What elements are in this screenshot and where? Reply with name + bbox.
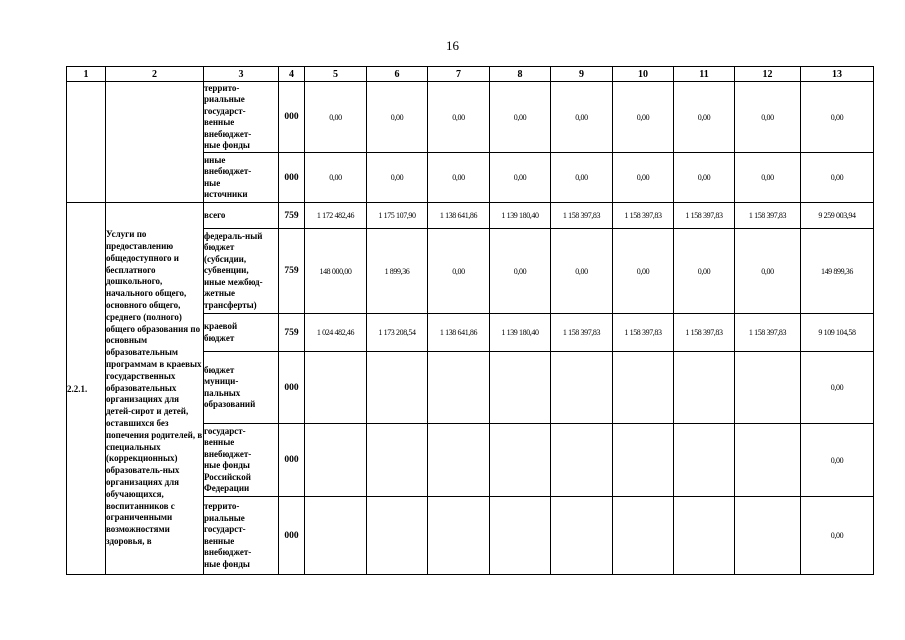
amount-cell: 1 173 208,54 — [367, 314, 428, 352]
amount-cell — [735, 497, 801, 575]
amount-cell: 0,00 — [735, 82, 801, 153]
measure-name: Услуги по предоставлению общедоступного и бесплатного дошкольного, начального общего, основного общего, среднего (полного) общего образования по основным образовательным программам в краевых государственных образовательных организациях для детей-сирот и детей, оставшихся без попечения родителей, в специальных (коррекционных) образователь-ных организациях для обучающихся, воспитанников с ограниченными возможностями здоровья, в — [106, 203, 204, 575]
amount-cell: 0,00 — [490, 153, 551, 203]
budget-code: 759 — [279, 314, 305, 352]
amount-cell — [428, 497, 490, 575]
amount-cell — [367, 352, 428, 424]
column-number: 3 — [204, 67, 279, 82]
amount-cell: 0,00 — [428, 82, 490, 153]
budget-code: 000 — [279, 352, 305, 424]
amount-cell — [428, 352, 490, 424]
amount-cell — [428, 424, 490, 497]
amount-cell: 1 158 397,83 — [613, 203, 674, 229]
table-row — [67, 203, 874, 229]
amount-cell — [551, 497, 613, 575]
funding-source: федераль-ный бюджет (субсидии, субвенции, иные межбюд- жетные трансферты) — [204, 229, 279, 314]
column-number-row — [67, 67, 874, 82]
amount-cell: 9 109 104,58 — [801, 314, 874, 352]
column-number: 9 — [551, 67, 613, 82]
column-number: 6 — [367, 67, 428, 82]
page-number: 16 — [446, 38, 459, 53]
amount-cell: 1 899,36 — [367, 229, 428, 314]
amount-cell: 0,00 — [674, 82, 735, 153]
funding-source: краевой бюджет — [204, 314, 279, 352]
amount-cell: 0,00 — [801, 497, 874, 575]
budget-table — [66, 66, 874, 575]
amount-cell: 0,00 — [305, 82, 367, 153]
amount-cell — [367, 497, 428, 575]
column-number: 1 — [67, 67, 106, 82]
funding-source: бюджет муници- пальных образований — [204, 352, 279, 424]
blank-cell — [106, 82, 204, 203]
column-number: 8 — [490, 67, 551, 82]
amount-cell — [613, 424, 674, 497]
amount-cell: 0,00 — [613, 153, 674, 203]
amount-cell — [551, 352, 613, 424]
column-number: 11 — [674, 67, 735, 82]
amount-cell — [367, 424, 428, 497]
amount-cell: 1 158 397,83 — [674, 314, 735, 352]
funding-source: террито- риальные государст- венные внебюджет- ные фонды — [204, 82, 279, 153]
budget-code: 000 — [279, 153, 305, 203]
amount-cell: 0,00 — [801, 352, 874, 424]
column-number: 5 — [305, 67, 367, 82]
amount-cell — [305, 424, 367, 497]
budget-code: 759 — [279, 203, 305, 229]
amount-cell: 0,00 — [551, 82, 613, 153]
amount-cell: 0,00 — [674, 153, 735, 203]
amount-cell: 0,00 — [801, 424, 874, 497]
amount-cell — [613, 497, 674, 575]
amount-cell — [674, 424, 735, 497]
amount-cell: 1 158 397,83 — [674, 203, 735, 229]
column-number: 13 — [801, 67, 874, 82]
amount-cell — [305, 352, 367, 424]
funding-source: всего — [204, 203, 279, 229]
amount-cell: 1 138 641,86 — [428, 203, 490, 229]
amount-cell: 1 158 397,83 — [735, 314, 801, 352]
column-number: 7 — [428, 67, 490, 82]
amount-cell: 1 138 641,86 — [428, 314, 490, 352]
column-number: 10 — [613, 67, 674, 82]
amount-cell — [674, 497, 735, 575]
amount-cell: 1 139 180,40 — [490, 314, 551, 352]
amount-cell — [551, 424, 613, 497]
funding-source: государст- венные внебюджет- ные фонды Российской Федерации — [204, 424, 279, 497]
amount-cell: 0,00 — [801, 82, 874, 153]
amount-cell: 1 172 482,46 — [305, 203, 367, 229]
amount-cell: 0,00 — [735, 229, 801, 314]
amount-cell: 0,00 — [735, 153, 801, 203]
amount-cell: 0,00 — [801, 153, 874, 203]
amount-cell: 9 259 003,94 — [801, 203, 874, 229]
amount-cell: 0,00 — [551, 229, 613, 314]
amount-cell: 148 000,00 — [305, 229, 367, 314]
budget-code: 759 — [279, 229, 305, 314]
table-row — [67, 82, 874, 153]
column-number: 2 — [106, 67, 204, 82]
amount-cell — [490, 424, 551, 497]
amount-cell: 1 158 397,83 — [735, 203, 801, 229]
amount-cell: 0,00 — [305, 153, 367, 203]
amount-cell: 0,00 — [367, 82, 428, 153]
amount-cell: 0,00 — [613, 229, 674, 314]
amount-cell: 0,00 — [490, 229, 551, 314]
amount-cell: 0,00 — [674, 229, 735, 314]
budget-code: 000 — [279, 424, 305, 497]
amount-cell: 1 158 397,83 — [551, 314, 613, 352]
amount-cell: 149 899,36 — [801, 229, 874, 314]
funding-source: террито- риальные государст- венные внебюджет- ные фонды — [204, 497, 279, 575]
amount-cell: 1 024 482,46 — [305, 314, 367, 352]
blank-cell — [67, 82, 106, 203]
amount-cell: 1 158 397,83 — [551, 203, 613, 229]
budget-code: 000 — [279, 82, 305, 153]
amount-cell: 0,00 — [428, 153, 490, 203]
amount-cell — [613, 352, 674, 424]
budget-code: 000 — [279, 497, 305, 575]
funding-source: иные внебюджет- ные источники — [204, 153, 279, 203]
amount-cell — [490, 352, 551, 424]
amount-cell: 0,00 — [367, 153, 428, 203]
amount-cell: 1 158 397,83 — [613, 314, 674, 352]
amount-cell: 0,00 — [551, 153, 613, 203]
amount-cell — [735, 424, 801, 497]
amount-cell: 1 139 180,40 — [490, 203, 551, 229]
amount-cell — [490, 497, 551, 575]
column-number: 4 — [279, 67, 305, 82]
amount-cell — [674, 352, 735, 424]
amount-cell: 0,00 — [428, 229, 490, 314]
column-number: 12 — [735, 67, 801, 82]
amount-cell: 0,00 — [490, 82, 551, 153]
amount-cell — [305, 497, 367, 575]
measure-index: 2.2.1. — [67, 203, 106, 575]
amount-cell — [735, 352, 801, 424]
amount-cell: 1 175 107,90 — [367, 203, 428, 229]
amount-cell: 0,00 — [613, 82, 674, 153]
